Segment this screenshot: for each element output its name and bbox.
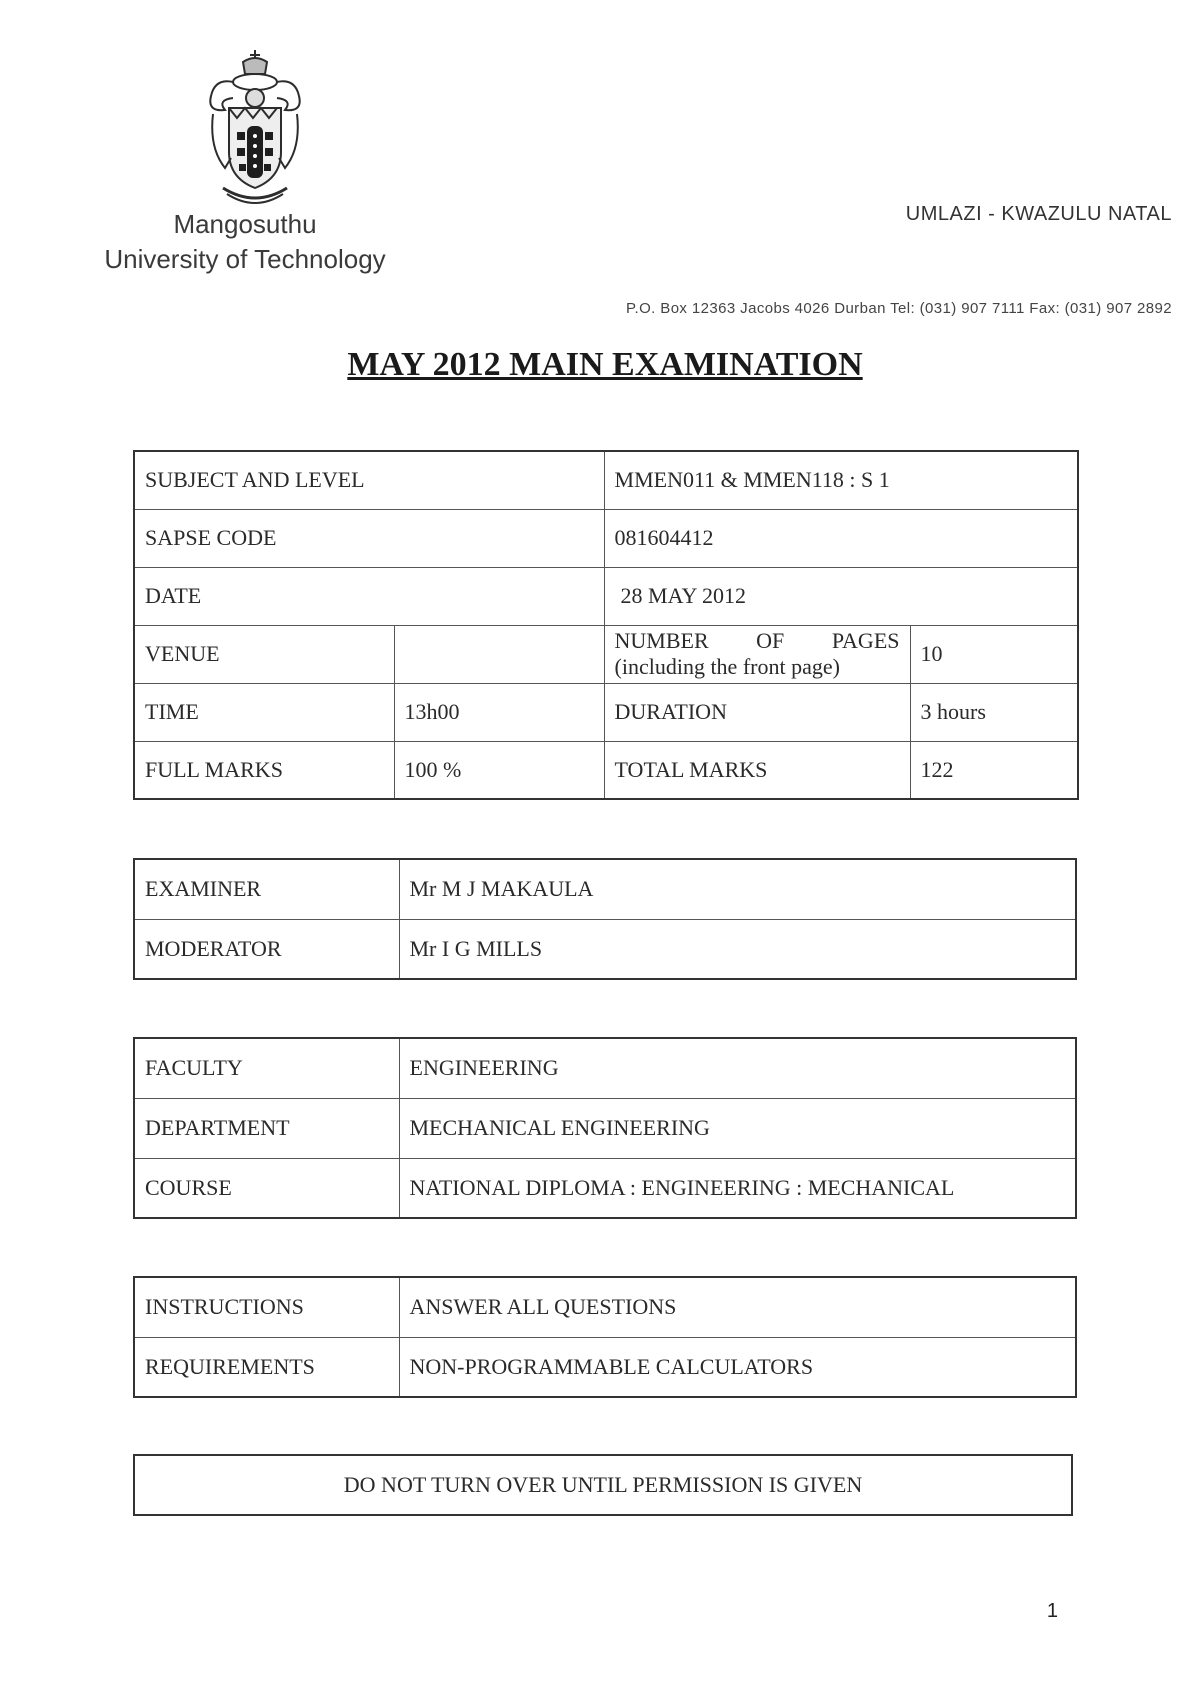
exam-details-table — [133, 450, 1079, 800]
course-row — [134, 1158, 1076, 1218]
sapse-row — [134, 509, 1078, 567]
page-number: 1 — [1046, 1600, 1058, 1622]
venue-label: VENUE — [134, 625, 394, 683]
notice-box — [133, 1454, 1073, 1516]
staff-table — [133, 858, 1077, 980]
time-label: TIME — [134, 683, 394, 741]
instructions-value: ANSWER ALL QUESTIONS — [399, 1277, 1076, 1337]
course-value: NATIONAL DIPLOMA : ENGINEERING : MECHANICAL — [399, 1158, 1076, 1218]
university-crest-logo — [203, 48, 308, 212]
total-marks-label: TOTAL MARKS — [604, 741, 910, 799]
campus-location: UMLAZI - KWAZULU NATAL — [905, 203, 1172, 225]
university-name-line2: University of Technology — [104, 244, 386, 274]
venue-value — [394, 625, 604, 683]
full-marks-label: FULL MARKS — [134, 741, 394, 799]
pages-label-word3: PAGES — [831, 628, 900, 653]
moderator-row — [134, 919, 1076, 979]
full-marks-value: 100 % — [394, 741, 604, 799]
subject-value: MMEN011 & MMEN118 : S 1 — [604, 451, 1078, 509]
examiner-row — [134, 859, 1076, 919]
subject-label: SUBJECT AND LEVEL — [134, 451, 604, 509]
university-name — [70, 207, 420, 277]
time-value: 13h00 — [394, 683, 604, 741]
marks-row — [134, 741, 1078, 799]
date-row — [134, 567, 1078, 625]
coat-of-arms-icon — [203, 48, 308, 212]
faculty-value: ENGINEERING — [399, 1038, 1076, 1098]
instructions-table — [133, 1276, 1077, 1398]
examiner-label: EXAMINER — [134, 859, 399, 919]
requirements-value: NON-PROGRAMMABLE CALCULATORS — [399, 1337, 1076, 1397]
notice-text: DO NOT TURN OVER UNTIL PERMISSION IS GIVEN — [134, 1455, 1072, 1515]
faculty-row — [134, 1038, 1076, 1098]
faculty-table — [133, 1037, 1077, 1219]
university-name-line1: Mangosuthu — [173, 209, 317, 239]
department-label: DEPARTMENT — [134, 1098, 399, 1158]
number-of-pages-value: 10 — [910, 625, 1078, 683]
faculty-label: FACULTY — [134, 1038, 399, 1098]
venue-row — [134, 625, 1078, 683]
requirements-label: REQUIREMENTS — [134, 1337, 399, 1397]
examiner-value: Mr M J MAKAULA — [399, 859, 1076, 919]
instructions-row — [134, 1277, 1076, 1337]
moderator-value: Mr I G MILLS — [399, 919, 1076, 979]
date-label: DATE — [134, 567, 604, 625]
moderator-label: MODERATOR — [134, 919, 399, 979]
instructions-label: INSTRUCTIONS — [134, 1277, 399, 1337]
total-marks-value: 122 — [910, 741, 1078, 799]
department-value: MECHANICAL ENGINEERING — [399, 1098, 1076, 1158]
exam-title: MAY 2012 MAIN EXAMINATION — [347, 346, 863, 383]
course-label: COURSE — [134, 1158, 399, 1218]
subject-row — [134, 451, 1078, 509]
duration-value: 3 hours — [910, 683, 1078, 741]
sapse-code-value: 081604412 — [604, 509, 1078, 567]
postal-address: P.O. Box 12363 Jacobs 4026 Durban Tel: (031) 907 7111 Fax: (031) 907 2892 — [626, 300, 1172, 317]
date-value: 28 MAY 2012 — [604, 567, 1078, 625]
requirements-row — [134, 1337, 1076, 1397]
duration-label: DURATION — [604, 683, 910, 741]
pages-label-note: (including the front page) — [614, 654, 840, 679]
time-row — [134, 683, 1078, 741]
sapse-code-label: SAPSE CODE — [134, 509, 604, 567]
pages-label-word2: OF — [756, 628, 785, 653]
pages-label-word1: NUMBER — [614, 628, 709, 653]
number-of-pages-label — [604, 625, 910, 683]
department-row — [134, 1098, 1076, 1158]
